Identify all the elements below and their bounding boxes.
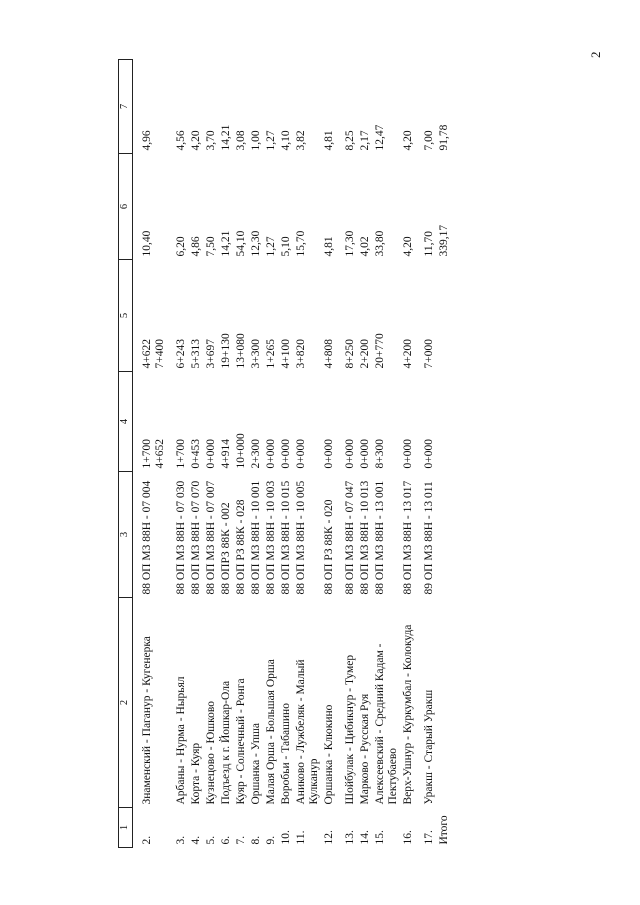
table-row — [133, 60, 168, 848]
road-code-line: 88 ОП МЗ 88Н - 07 030 — [175, 480, 187, 595]
total-length — [248, 154, 263, 260]
road-code — [263, 472, 278, 598]
road-code — [357, 472, 372, 598]
row-number — [167, 808, 188, 848]
row-number — [133, 808, 168, 848]
repair-length-line: 4,96 — [141, 130, 153, 151]
km-end — [372, 260, 400, 372]
road-name — [357, 598, 372, 808]
repair-length — [203, 60, 218, 154]
road-name — [188, 598, 203, 808]
repair-length-line: 3,82 — [295, 130, 307, 151]
km-start-line: 0+000 — [323, 439, 335, 469]
km-end — [203, 260, 218, 372]
road-code-line: 88 ОП РЗ 88К - 020 — [323, 499, 335, 595]
km-start-line: 4+652 — [154, 439, 166, 469]
total-empty-2 — [436, 598, 451, 808]
km-end-line: 13+080 — [235, 333, 247, 369]
road-name-line: Оршанка - Упша — [250, 722, 262, 805]
total-length-line: 4,81 — [323, 236, 335, 257]
row-number-line: 17. — [423, 830, 435, 845]
km-end-line: 4+100 — [280, 339, 292, 369]
total-length — [263, 154, 278, 260]
repair-length — [278, 60, 293, 154]
road-name — [415, 598, 436, 808]
repair-length — [188, 60, 203, 154]
total-length — [233, 154, 248, 260]
km-end-line: 3+820 — [295, 339, 307, 369]
km-start-line: 0+000 — [423, 439, 435, 469]
road-name-line: Воробьи - Табашино — [280, 703, 292, 805]
table-row — [357, 60, 372, 848]
road-code — [233, 472, 248, 598]
km-end — [357, 260, 372, 372]
total-length — [188, 154, 203, 260]
road-code — [400, 472, 415, 598]
road-name-line: Уракш - Старый Уракш — [423, 689, 435, 805]
total-length-line: 33,80 — [374, 230, 386, 257]
total-row — [436, 60, 451, 848]
repair-length-line: 4,20 — [190, 130, 202, 151]
road-name-line: Кулканур — [308, 758, 320, 805]
road-code-line: 88 ОП МЗ 88Н - 07 007 — [205, 480, 217, 595]
total-length — [415, 154, 436, 260]
km-end — [321, 260, 336, 372]
total-length — [321, 154, 336, 260]
road-code-line: 88 ОП МЗ 88Н - 13 017 — [402, 480, 414, 595]
km-end — [415, 260, 436, 372]
km-end-line: 3+697 — [205, 339, 217, 369]
km-start-line: 4+914 — [220, 439, 232, 469]
row-number-line: 15. — [374, 830, 386, 845]
road-code-line: 88 ОП МЗ 88Н - 10 005 — [295, 480, 307, 595]
km-end — [400, 260, 415, 372]
header-col-5: 5 — [119, 260, 133, 372]
total-length-line: 6,20 — [175, 236, 187, 257]
road-code — [218, 472, 233, 598]
road-code — [167, 472, 188, 598]
rotated-table-sheet — [118, 60, 578, 848]
km-end-line: 5+313 — [190, 339, 202, 369]
table-row — [233, 60, 248, 848]
row-number — [357, 808, 372, 848]
header-col-1: 1 — [119, 808, 133, 848]
road-name-line: Куяр - Солнечный - Ронга — [235, 678, 247, 805]
km-start — [372, 372, 400, 472]
km-start — [357, 372, 372, 472]
total-length — [218, 154, 233, 260]
repair-length-sum: 91,78 — [438, 124, 450, 151]
row-number-line: 7. — [235, 835, 247, 845]
repair-length-line: 3,08 — [235, 130, 247, 151]
total-length-line: 5,10 — [280, 236, 292, 257]
road-code — [415, 472, 436, 598]
km-end — [293, 260, 321, 372]
row-number-line: 9. — [265, 835, 277, 845]
road-name-line: Шойбулак - Цибикнур - Тумер — [344, 654, 356, 805]
km-start-line: 0+453 — [190, 439, 202, 469]
road-name — [321, 598, 336, 808]
repair-length-line: 4,56 — [175, 130, 187, 151]
km-end-line: 3+300 — [250, 339, 262, 369]
road-name-line: Кузнецово - Юшково — [205, 701, 217, 805]
repair-length — [372, 60, 400, 154]
table-row — [372, 60, 400, 848]
km-end — [248, 260, 263, 372]
row-number-line: 5. — [205, 835, 217, 845]
road-name — [218, 598, 233, 808]
total-label: Итого — [438, 815, 450, 845]
page-number: 2 — [588, 51, 603, 58]
row-number-line: 2. — [141, 835, 153, 845]
road-name — [293, 598, 321, 808]
km-start — [218, 372, 233, 472]
total-length-line: 7,50 — [205, 236, 217, 257]
road-code-line: 88 ОП РЗ 88К - 028 — [235, 499, 247, 595]
total-length-line: 15,70 — [295, 230, 307, 257]
repair-length — [357, 60, 372, 154]
row-number-line: 16. — [402, 830, 414, 845]
road-name-line: Алексеевский - Средний Кадам - — [374, 643, 386, 805]
road-name — [167, 598, 188, 808]
header-col-2: 2 — [119, 598, 133, 808]
repair-length-line: 4,20 — [402, 130, 414, 151]
km-end-line: 7+400 — [154, 339, 166, 369]
km-start — [248, 372, 263, 472]
road-code — [372, 472, 400, 598]
repair-length-line: 4,81 — [323, 130, 335, 151]
repair-length — [263, 60, 278, 154]
total-length-line: 17,30 — [344, 230, 356, 257]
km-end-line: 8+250 — [344, 339, 356, 369]
repair-length-line: 14,21 — [220, 124, 232, 151]
km-start — [321, 372, 336, 472]
table-row — [263, 60, 278, 848]
total-length — [372, 154, 400, 260]
repair-length-line: 3,70 — [205, 130, 217, 151]
repair-length — [233, 60, 248, 154]
km-end-line: 2+200 — [359, 339, 371, 369]
km-end-line: 4+622 — [141, 339, 153, 369]
km-start — [293, 372, 321, 472]
row-number-line: 8. — [250, 835, 262, 845]
km-start — [233, 372, 248, 472]
repair-length-line: 1,00 — [250, 130, 262, 151]
road-name-line: Аниково - Лужбеляк - Малый — [295, 659, 307, 805]
total-length — [336, 154, 357, 260]
total-length-line: 4,20 — [402, 236, 414, 257]
header-col-4: 4 — [119, 372, 133, 472]
road-name — [233, 598, 248, 808]
header-row — [119, 60, 133, 848]
row-number-line: 14. — [359, 830, 371, 845]
row-number — [218, 808, 233, 848]
repair-length — [415, 60, 436, 154]
road-name-line: Верх-Ушнур - Куркумбал - Колокуда — [402, 624, 414, 805]
row-number-line: 3. — [175, 835, 187, 845]
total-length-sum: 339,17 — [438, 224, 450, 257]
km-start — [188, 372, 203, 472]
row-number — [372, 808, 400, 848]
row-number — [336, 808, 357, 848]
km-end-line: 20+770 — [374, 333, 386, 369]
km-start — [203, 372, 218, 472]
km-start — [415, 372, 436, 472]
km-end — [263, 260, 278, 372]
km-end-line: 6+243 — [175, 339, 187, 369]
total-length — [167, 154, 188, 260]
total-length-line: 14,21 — [220, 230, 232, 257]
km-end-line: 7+000 — [423, 339, 435, 369]
total-length-line: 10,40 — [141, 230, 153, 257]
road-code-line: 88 ОП МЗ 88Н - 07 004 — [141, 480, 153, 595]
km-end-line: 19+130 — [220, 333, 232, 369]
km-start-line: 0+000 — [265, 439, 277, 469]
row-number — [188, 808, 203, 848]
road-name-line: Малая Орша - Большая Орша — [265, 659, 277, 805]
total-length — [293, 154, 321, 260]
road-code-line: 88 ОП МЗ 88Н - 10 003 — [265, 480, 277, 595]
road-code — [248, 472, 263, 598]
repair-length — [336, 60, 357, 154]
km-start-line: 10+000 — [235, 433, 247, 469]
road-name-line: Пектубаево — [387, 748, 399, 805]
km-end — [233, 260, 248, 372]
km-start-line: 2+300 — [250, 439, 262, 469]
road-name-line: Оршанка - Клюкино — [323, 704, 335, 805]
row-number — [278, 808, 293, 848]
km-start — [336, 372, 357, 472]
repair-length-line: 12,47 — [374, 124, 386, 151]
road-name-line: Марково - Русская Руя — [359, 693, 371, 805]
km-end-line: 4+808 — [323, 339, 335, 369]
repair-length-line: 1,27 — [265, 130, 277, 151]
table-row — [336, 60, 357, 848]
repair-length-line: 2,17 — [359, 130, 371, 151]
road-name — [400, 598, 415, 808]
repair-length — [133, 60, 168, 154]
row-number-line: 6. — [220, 835, 232, 845]
road-name — [248, 598, 263, 808]
total-length — [133, 154, 168, 260]
repair-length — [167, 60, 188, 154]
road-code — [203, 472, 218, 598]
table-row — [415, 60, 436, 848]
total-length-line: 11,70 — [423, 231, 435, 257]
road-name-line: Арбаны - Нурма - Нырьял — [175, 676, 187, 805]
total-length-line: 4,86 — [190, 236, 202, 257]
row-number — [203, 808, 218, 848]
table-row — [203, 60, 218, 848]
road-code — [336, 472, 357, 598]
total-length — [203, 154, 218, 260]
header-col-6: 6 — [119, 154, 133, 260]
road-name — [372, 598, 400, 808]
total-length — [278, 154, 293, 260]
header-col-3: 3 — [119, 472, 133, 598]
km-end — [167, 260, 188, 372]
km-start-line: 0+000 — [205, 439, 217, 469]
road-name-line: Знаменский - Пагануp - Кугенерка — [141, 636, 153, 805]
row-number-line: 12. — [323, 830, 335, 845]
row-number — [321, 808, 336, 848]
km-start — [278, 372, 293, 472]
table-row — [167, 60, 188, 848]
repair-length — [293, 60, 321, 154]
km-end — [133, 260, 168, 372]
row-number — [293, 808, 321, 848]
road-code-line: 88 ОП МЗ 88Н - 07 070 — [190, 480, 202, 595]
road-code-line: 88 ОП МЗ 88Н - 10 013 — [359, 480, 371, 595]
road-code-line: 88 ОП МЗ 88Н - 10 001 — [250, 480, 262, 595]
km-start-line: 0+000 — [359, 439, 371, 469]
repair-length — [248, 60, 263, 154]
km-end-line: 4+200 — [402, 339, 414, 369]
row-number — [400, 808, 415, 848]
km-end — [278, 260, 293, 372]
table-row — [248, 60, 263, 848]
km-start — [167, 372, 188, 472]
total-length — [400, 154, 415, 260]
road-code-line: 88 ОП МЗ 88Н - 13 001 — [374, 480, 386, 595]
table-row — [188, 60, 203, 848]
road-code — [133, 472, 168, 598]
road-code — [278, 472, 293, 598]
total-length-line: 54,10 — [235, 230, 247, 257]
road-code-line: 88 ОП МЗ 88Н - 10 015 — [280, 480, 292, 595]
road-name-line: Корта - Куяр — [190, 742, 202, 805]
row-number-line: 10. — [280, 830, 292, 845]
table-row — [293, 60, 321, 848]
total-length-line: 4,02 — [359, 236, 371, 257]
road-name — [203, 598, 218, 808]
repair-length-line: 4,10 — [280, 130, 292, 151]
repair-length-line: 7,00 — [423, 130, 435, 151]
total-empty-4 — [436, 372, 451, 472]
km-end — [218, 260, 233, 372]
total-length-line: 1,27 — [265, 236, 277, 257]
total-empty-5 — [436, 260, 451, 372]
table-body — [133, 60, 452, 848]
km-start-line: 1+700 — [175, 439, 187, 469]
km-start — [133, 372, 168, 472]
total-length-line: 12,30 — [250, 230, 262, 257]
road-name-line: Подъезд к г. Йошкар-Ола — [220, 680, 232, 805]
table-row — [278, 60, 293, 848]
repair-length — [218, 60, 233, 154]
row-number-line: 4. — [190, 835, 202, 845]
km-start-line: 8+300 — [374, 439, 386, 469]
km-start-line: 0+000 — [344, 439, 356, 469]
row-number-line: 11. — [295, 830, 307, 845]
km-end — [336, 260, 357, 372]
km-start-line: 0+000 — [295, 439, 307, 469]
km-start — [263, 372, 278, 472]
row-number — [263, 808, 278, 848]
road-name — [336, 598, 357, 808]
road-name — [263, 598, 278, 808]
road-name — [278, 598, 293, 808]
road-code-line: 88 ОПРЗ 88К - 002 — [220, 502, 232, 595]
road-code-line: 89 ОП МЗ 88Н - 13 011 — [423, 481, 435, 595]
table-row — [400, 60, 415, 848]
row-number — [415, 808, 436, 848]
roads-table — [118, 59, 451, 848]
road-code-line: 88 ОП МЗ 88Н - 07 047 — [344, 480, 356, 595]
km-end-line: 1+265 — [265, 339, 277, 369]
road-code — [293, 472, 321, 598]
row-number-line: 13. — [344, 830, 356, 845]
table-row — [218, 60, 233, 848]
km-end — [188, 260, 203, 372]
km-start — [400, 372, 415, 472]
table-row — [321, 60, 336, 848]
header-col-7: 7 — [119, 60, 133, 154]
total-empty-3 — [436, 472, 451, 598]
total-length — [357, 154, 372, 260]
road-name — [133, 598, 168, 808]
repair-length — [400, 60, 415, 154]
row-number — [233, 808, 248, 848]
row-number — [248, 808, 263, 848]
road-code — [188, 472, 203, 598]
repair-length — [321, 60, 336, 154]
road-code — [321, 472, 336, 598]
km-start-line: 0+000 — [402, 439, 414, 469]
repair-length-line: 8,25 — [344, 130, 356, 151]
km-start-line: 0+000 — [280, 439, 292, 469]
km-start-line: 1+700 — [141, 439, 153, 469]
